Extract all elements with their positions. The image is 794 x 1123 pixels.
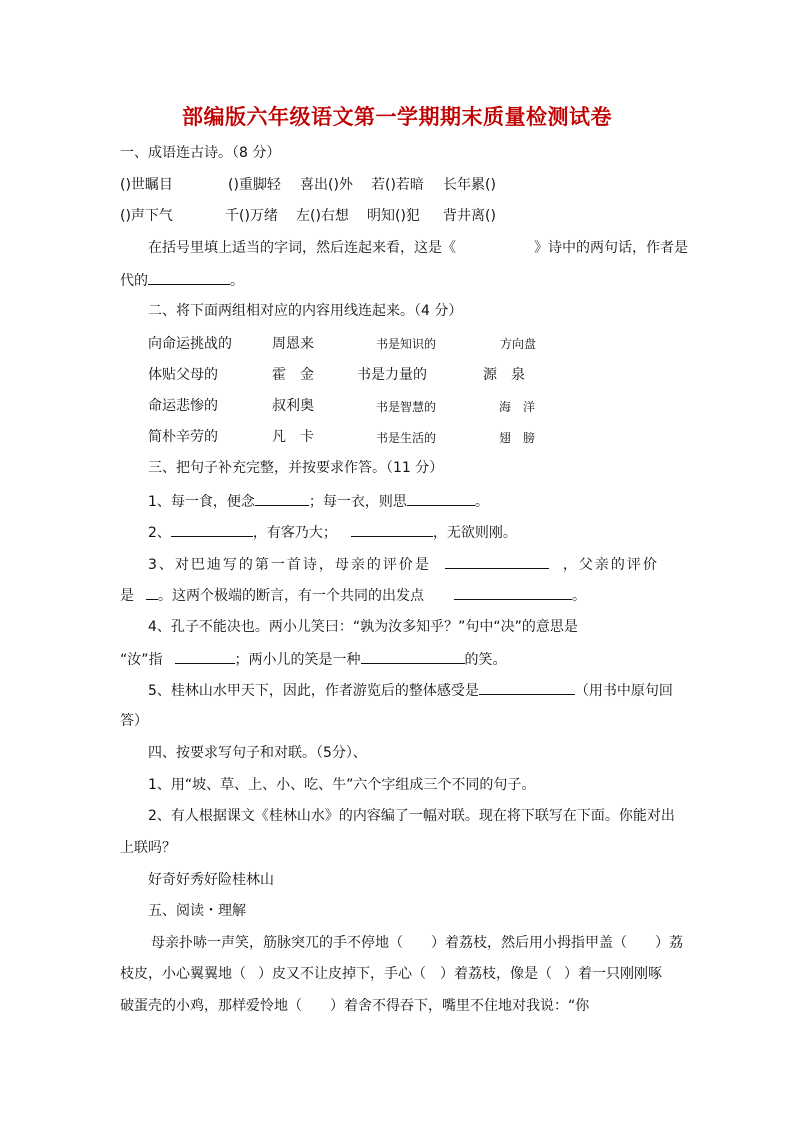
idiom-1-3: 喜出()外 <box>300 177 353 193</box>
match-left-4: 简朴辛劳的 <box>148 429 218 445</box>
match-name-1: 周恩来 <box>272 336 314 352</box>
section-3-heading: 三、把句子补充完整，并按要求作答。（11 分） <box>148 460 444 476</box>
match-right-1: 方向盘 <box>500 337 537 351</box>
answer-blank[interactable] <box>454 585 572 600</box>
match-left-1: 向命运挑战的 <box>148 336 232 352</box>
page-title: 部编版六年级语文第一学期期末质量检测试卷 <box>182 105 612 129</box>
answer-blank[interactable] <box>171 522 253 537</box>
match-name-2: 霍 金 <box>272 367 314 383</box>
answer-blank[interactable] <box>255 491 309 506</box>
answer-blank[interactable] <box>407 491 475 506</box>
answer-blank[interactable] <box>175 649 235 664</box>
idiom-1-1: ()世瞩目 <box>120 177 173 193</box>
reading-line-2: 枝皮，小心翼翼地（ ）皮又不让皮掉下，手心（ ）着荔枝，像是（ ）着一只刚刚啄 <box>120 966 662 982</box>
idiom-2-1: ()声下气 <box>120 208 173 224</box>
section-4-heading: 四、按要求写句子和对联。（5分）、 <box>148 745 367 761</box>
match-right-3: 海 洋 <box>499 400 536 414</box>
section-1-instruction: 在括号里填上适当的字词，然后连起来看，这是《 》诗中的两句话，作者是 <box>148 240 688 256</box>
match-book-2: 书是力量的 <box>357 367 427 383</box>
match-right-4: 翅 膀 <box>499 431 536 445</box>
idiom-1-2: ()重脚轻 <box>228 177 281 193</box>
couplet-line: 好奇好秀好险桂林山 <box>148 872 274 888</box>
answer-blank[interactable] <box>479 680 575 695</box>
question-3-3: 3、对巴迪写的第一首诗，母亲的评价是 ，父亲的评价 <box>148 554 659 575</box>
match-name-4: 凡 卡 <box>272 429 314 445</box>
section-2-heading: 二、将下面两组相对应的内容用线连起来。（4 分） <box>148 303 463 319</box>
question-3-3-cont: 是 。这两个极端的断言，有一个共同的出发点 。 <box>120 585 586 606</box>
question-4-1: 1、用“坡、草、上、小、吃、牛”六个字组成三个不同的句子。 <box>148 777 536 793</box>
question-3-4-cont: “汝”指 ；两小儿的笑是一种 的笑。 <box>120 649 507 670</box>
question-4-2: 2、有人根据课文《桂林山水》的内容编了一幅对联。现在将下联写在下面。你能对出 <box>148 808 675 824</box>
match-book-4: 书是生活的 <box>376 431 437 445</box>
idiom-2-3: 左()右想 <box>296 208 349 224</box>
section-1-instruction-cont: 代的 。 <box>120 270 244 291</box>
idiom-2-4: 明知()犯 <box>367 208 420 224</box>
idiom-1-4: 若()若暗 <box>371 177 424 193</box>
question-3-2: 2、 ，有客乃大； ，无欲则刚。 <box>148 522 517 543</box>
section-1-heading: 一、成语连古诗。（8 分） <box>120 145 281 161</box>
reading-line-1: 母亲扑哧一声笑，筋脉突兀的手不停地（ ）着荔枝，然后用小拇指甲盖（ ）荔 <box>151 935 683 951</box>
match-left-2: 体贴父母的 <box>148 367 218 383</box>
answer-blank[interactable] <box>148 270 230 285</box>
question-3-1: 1、每一食，便念 ；每一衣，则思 。 <box>148 491 489 512</box>
question-3-5: 5、桂林山水甲天下，因此，作者游览后的整体感受是 （用书中原句回 <box>148 680 673 701</box>
section-5-heading: 五、阅读・理解 <box>148 903 246 919</box>
idiom-2-2: 千()万绪 <box>225 208 278 224</box>
idiom-1-5: 长年累() <box>443 177 496 193</box>
answer-blank[interactable] <box>146 585 158 600</box>
question-4-2-cont: 上联吗？ <box>120 840 176 856</box>
match-name-3: 叔利奥 <box>272 398 314 414</box>
question-3-5-cont: 答） <box>120 713 148 729</box>
reading-line-3: 破蛋壳的小鸡，那样爱怜地（ ）着舍不得吞下，嘴里不住地对我说：“你 <box>120 998 590 1014</box>
match-left-3: 命运悲惨的 <box>148 398 218 414</box>
idiom-2-5: 背井离() <box>443 208 496 224</box>
answer-blank[interactable] <box>445 554 549 569</box>
match-right-2: 源 泉 <box>483 367 525 383</box>
answer-blank[interactable] <box>351 522 433 537</box>
answer-blank[interactable] <box>361 649 465 664</box>
question-3-4: 4、孔子不能决也。两小儿笑曰：“孰为汝多知乎？”句中“决”的意思是 <box>148 619 578 635</box>
match-book-1: 书是知识的 <box>376 337 437 351</box>
match-book-3: 书是智慧的 <box>376 400 437 414</box>
